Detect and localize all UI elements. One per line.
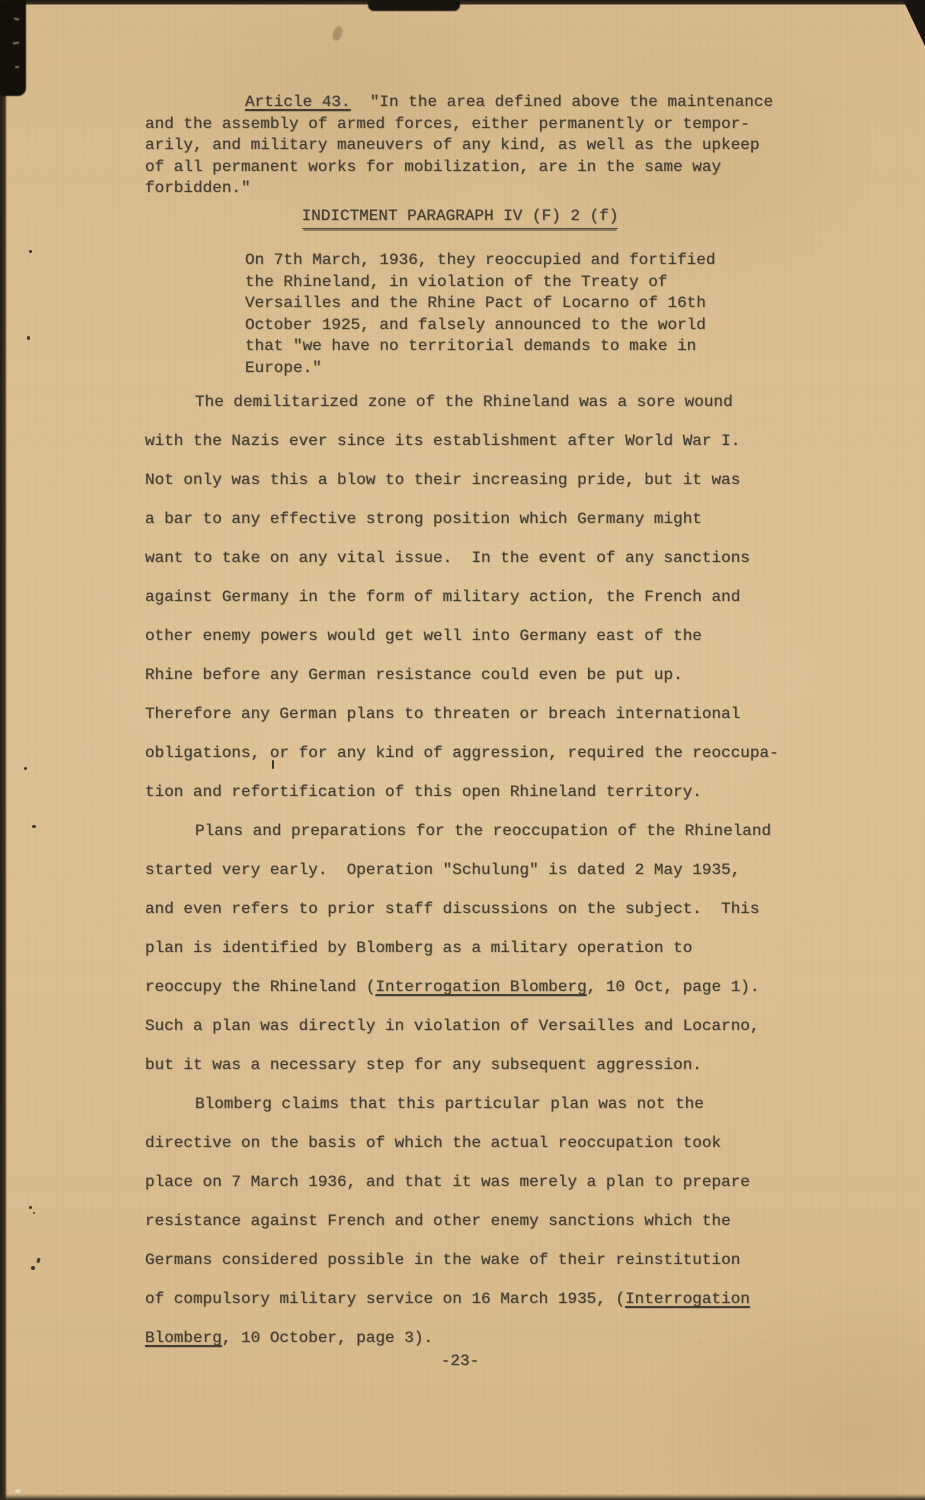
scan-edge-top [0,0,925,5]
paper-chip [15,1489,21,1493]
typed-line: with the Nazis ever since its establishment after World War I. [145,432,741,450]
scan-edge-top-blob [368,0,460,11]
article-43-quote [145,92,805,200]
ink-speck [29,1206,32,1209]
typed-line: but it was a necessary step for any subsequent aggression. [145,1056,702,1074]
body-paragraph-1 [145,383,805,812]
typed-line: Blomberg, 10 October, page 3). [145,1329,434,1347]
scan-corner-mark [13,41,19,44]
typed-line: resistance against French and other enemy sanctions which the [145,1212,731,1230]
typed-line: reoccupy the Rhineland (Interrogation Blomberg, 10 Oct, page 1). [145,978,760,996]
body-paragraph-3 [145,1085,805,1358]
scan-corner-mark [14,17,19,20]
body-paragraph-2 [145,812,805,1085]
typed-line: Plans and preparations for the reoccupation of the Rhineland [195,822,772,840]
ink-speck [36,1258,41,1264]
body-copy [145,383,805,1358]
typed-line: of compulsory military service on 16 March 1935, (Interrogation [145,1290,750,1308]
typed-line: other enemy powers would get well into Germany east of the [145,627,702,645]
scan-corner-top-right [903,0,925,46]
typed-line: want to take on any vital issue. In the event of any sanctions [145,549,750,567]
typed-line: started very early. Operation "Schulung" is dated 2 May 1935, [145,861,741,879]
paper-smudge [331,25,344,42]
typed-line: and even refers to prior staff discussions on the subject. This [145,900,760,918]
typed-line: against Germany in the form of military action, the French and [145,588,741,606]
ink-speck [33,1212,35,1214]
typed-line: plan is identified by Blomberg as a military operation to [145,939,693,957]
typed-line: that "we have no territorial demands to make in [245,337,697,355]
typed-line: Not only was this a blow to their increasing pride, but it was [145,471,741,489]
typed-line: arily, and military maneuvers of any kind, as well as the upkeep [145,136,760,154]
scan-edge-bottom [0,1494,925,1500]
typed-line: of all permanent works for mobilization, are in the same way [145,157,722,176]
typed-line: On 7th March, 1936, they reoccupied and fortified [245,251,716,269]
typed-line: Such a plan was directly in violation of Versailles and Locarno, [145,1017,760,1035]
indictment-heading [145,205,775,229]
typed-line: directive on the basis of which the actual reoccupation took [145,1134,722,1152]
typed-line: the Rhineland, in violation of the Treaty of [245,272,668,291]
typed-line: The demilitarized zone of the Rhineland was a sore wound [195,393,733,411]
scan-edge-left [0,0,7,1500]
ink-speck [32,825,36,828]
typed-line: Therefore any German plans to threaten or breach international [145,705,741,723]
typed-line: forbidden." [145,179,251,197]
typed-line: tion and refortification of this open Rhineland territory. [145,783,702,801]
ink-speck [24,767,27,770]
typed-line: obligations, or for any kind of aggression, required the reoccupa- [145,744,779,762]
ink-speck [31,1266,35,1270]
typed-line: place on 7 March 1936, and that it was merely a plan to prepare [145,1173,750,1191]
indictment-heading-text: INDICTMENT PARAGRAPH IV (F) 2 (f) [302,205,619,229]
typed-line: Blomberg claims that this particular plan was not the [195,1095,704,1113]
typed-line: Versailles and the Rhine Pact of Locarno of 16th [245,294,706,312]
scan-corner-top-left [0,0,26,96]
typed-line: Germans considered possible in the wake of their reinstitution [145,1251,741,1269]
scan-corner-mark [15,66,19,68]
typed-line: a bar to any effective strong position which Germany might [145,510,702,528]
ink-speck [27,336,30,340]
typed-line: October 1925, and falsely announced to the world [245,315,706,334]
typed-line: and the assembly of armed forces, either permanently or tempor- [145,114,750,133]
page-number: -23- [440,1352,480,1370]
ink-speck [29,250,32,253]
indictment-paragraph-quote [245,250,745,379]
typed-line: Europe." [245,358,322,377]
typed-line: Rhine before any German resistance could even be put up. [145,666,683,684]
typed-line: Article 43. "In the area defined above the maintenance [245,93,774,111]
